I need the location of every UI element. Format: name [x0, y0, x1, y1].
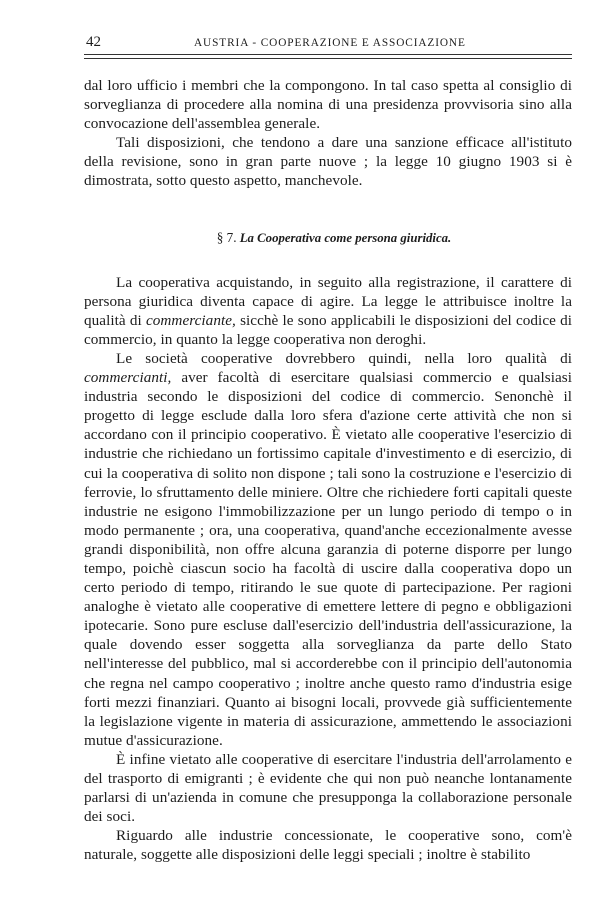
emphasis-commerciante: commerciante,: [145, 311, 236, 329]
paragraph-industrie-concessionate: Riguardo alle industrie concessionate, le cooperative sono, com'è naturale, soggette alle disposizioni delle leggi speciali ; inoltre è stabilito: [84, 827, 572, 864]
paragraph-text: sicchè le sono applicabili le disposizioni del codice di commercio, in quanto la legge cooperativa non deroghi.: [84, 311, 572, 348]
header-rule: [84, 54, 572, 55]
paragraph-continuation: dal loro ufficio i membri che la compongono. In tal caso spetta al consiglio di sorveglianza di procedere alla nomina di una presidenza provvisoria sino alla convocazione dell'assemblea generale.: [84, 77, 572, 133]
running-header: [84, 30, 572, 52]
header-rule-double: [84, 58, 572, 59]
page-number: 42: [86, 34, 101, 50]
section-heading: [84, 230, 572, 246]
paragraph-disposizioni: Tali disposizioni, che tendono a dare una sanzione efficace all'istituto della revisione, sono in gran parte nuove ; la legge 10 giugno 1903 si è dimostrata, sotto questo aspetto, manchevole.: [84, 134, 572, 190]
paragraph-text: La cooperativa acquistando, in seguito alla registrazione, il carattere di persona giuridica diventa capace di agire. La legge le attribuisce inoltre la qualità di: [84, 273, 572, 329]
paragraph-societa-cooperative: [84, 349, 572, 750]
intro-text: [84, 76, 572, 191]
paragraph-persona-giuridica: [84, 273, 572, 349]
section-title: La Cooperativa come persona giuridica.: [239, 230, 452, 245]
section-body: [84, 273, 572, 865]
document-page: [84, 30, 572, 864]
emphasis-commercianti: commercianti,: [84, 369, 172, 387]
running-title: AUSTRIA - COOPERAZIONE E ASSOCIAZIONE: [194, 37, 466, 49]
paragraph-emigranti: È infine vietato alle cooperative di esercitare l'industria dell'arrolamento e del trasporto di emigranti ; è evidente che qui non può neanche lontanamente parlarsi di un'azienda in comune che presupponga la collaborazione personale dei soci.: [84, 750, 572, 826]
paragraph-text: Le società cooperative dovrebbero quindi, nella loro qualità di: [116, 349, 572, 367]
paragraph-text: aver facoltà di esercitare qualsiasi commercio e qualsiasi industria secondo le disposizioni del codice di commercio. Senonchè il progetto di legge esclude dalla loro sfera d'azione certe attività che non si accordano con il principio cooperativo. È vietato alle cooperative l'esercizio di industrie che richiedano un fortissimo capitale d'investimento e di esercizio, di cui la cooperativa di solito non dispone ; tali sono la costruzione e l'esercizio di ferrovie, lo sfruttamento delle miniere. Oltre che richiedere forti capitali queste industrie ne esigono l'immobilizzazione per un lungo periodo di tempo o in modo permanente ; ora, una cooperativa, quand'anche eccezionalmente avesse grandi disponibilità, non offre alcuna garanzia di poterne disporre per lungo tempo, poichè ciascun socio ha facoltà di uscire dalla cooperativa dopo un certo periodo di tempo, ritirando le sue quote di partecipazione. Per ragioni analoghe è vietato alle cooperative di emettere lettere di pegno e obbligazioni ipotecarie. Sono pure escluse dall'esercizio dell'industria dell'assicurazione, la quale dovendo esser soggetta alla sorveglianza da parte dello Stato nell'interesse del pubblico, mal si accorderebbe con il principio dell'autonomia che regna nel campo cooperativo ; inoltre anche questo ramo d'industria esige forti mezzi finanziari. Quanto ai bisogni locali, provvede già sufficientemente la legislazione vigente in materia di assicurazione, ammettendo le associazioni mutue d'assicurazione.: [84, 369, 572, 749]
section-number: § 7.: [216, 229, 237, 245]
